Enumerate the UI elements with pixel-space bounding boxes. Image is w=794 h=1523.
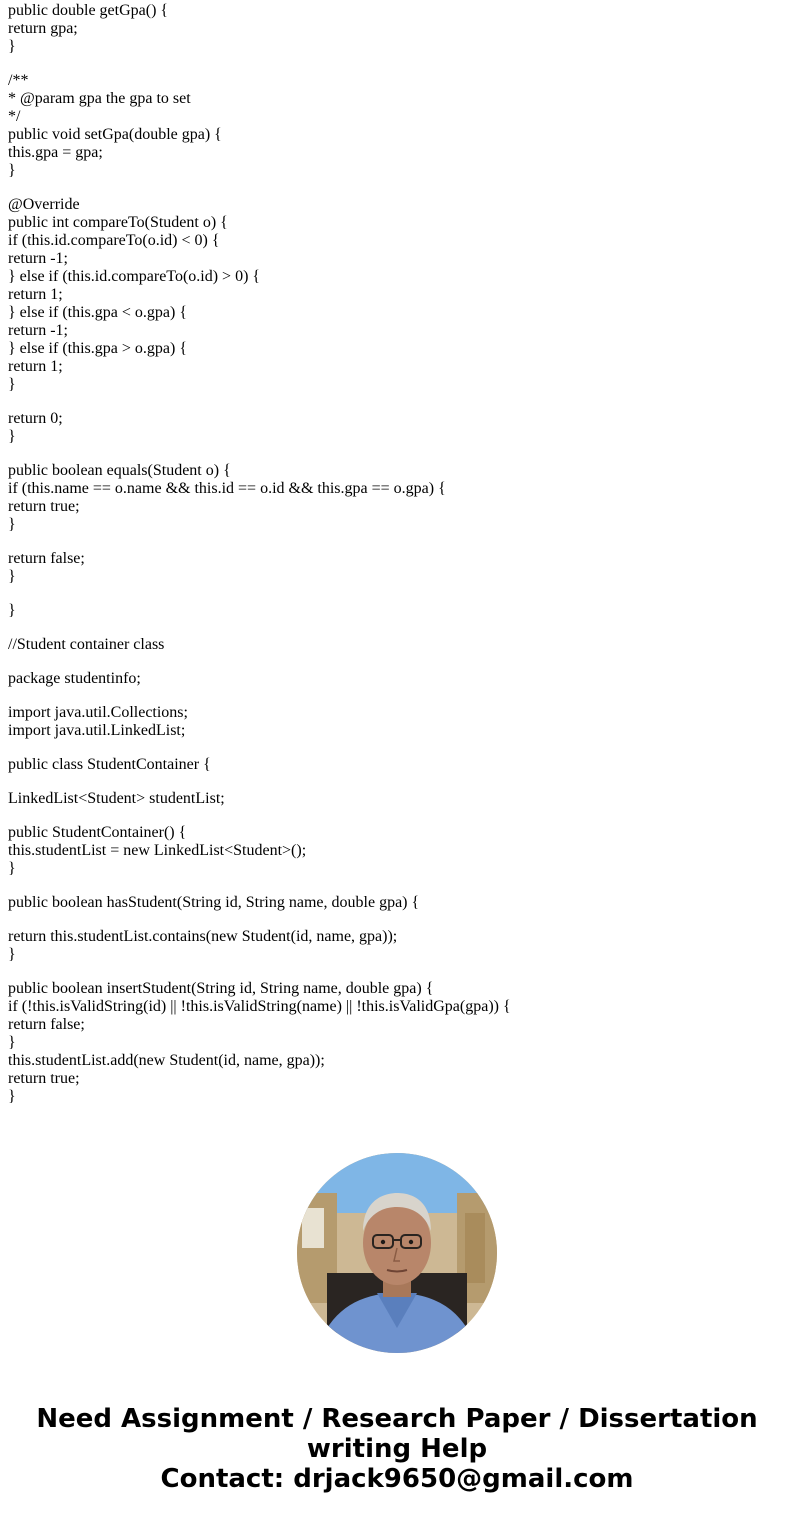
code-line (8, 446, 511, 462)
code-line: public int compareTo(Student o) { (8, 214, 228, 231)
code-line: return -1; (8, 322, 68, 339)
code-line: /** (8, 72, 29, 89)
code-line: return true; (8, 498, 80, 515)
code-line: } (8, 38, 16, 55)
code-line: } (8, 376, 16, 393)
code-line: return gpa; (8, 20, 78, 37)
code-line: package studentinfo; (8, 670, 141, 687)
code-line: public void setGpa(double gpa) { (8, 126, 222, 143)
code-line: */ (8, 108, 21, 125)
code-line: } (8, 568, 16, 585)
code-line (8, 774, 511, 790)
code-line (8, 964, 511, 980)
code-line (8, 534, 511, 550)
code-line: } (8, 428, 16, 445)
code-line: return true; (8, 1070, 80, 1087)
code-line: LinkedList<Student> studentList; (8, 790, 225, 807)
code-line: public boolean insertStudent(String id, String name, double gpa) { (8, 980, 434, 997)
code-line: this.gpa = gpa; (8, 144, 103, 161)
code-line: //Student container class (8, 636, 165, 653)
code-line (8, 912, 511, 928)
code-line: public class StudentContainer { (8, 756, 211, 773)
code-line: } (8, 602, 16, 619)
code-line: this.studentList.add(new Student(id, name, gpa)); (8, 1052, 325, 1069)
code-line: return 1; (8, 286, 63, 303)
code-line: } (8, 1088, 16, 1105)
code-line (8, 654, 511, 670)
code-line: @Override (8, 196, 80, 213)
code-line: public boolean hasStudent(String id, String name, double gpa) { (8, 894, 420, 911)
code-line: return this.studentList.contains(new Student(id, name, gpa)); (8, 928, 398, 945)
code-line: public StudentContainer() { (8, 824, 187, 841)
code-line: if (this.name == o.name && this.id == o.id && this.gpa == o.gpa) { (8, 480, 446, 497)
code-line (8, 688, 511, 704)
code-line: } else if (this.id.compareTo(o.id) > 0) { (8, 268, 261, 285)
promo-line-1: Need Assignment / Research Paper / Dissertation (36, 1404, 758, 1434)
promo-line-2: writing Help (306, 1434, 488, 1464)
code-line: } else if (this.gpa > o.gpa) { (8, 340, 188, 357)
code-line (8, 180, 511, 196)
code-line (8, 808, 511, 824)
code-line: return -1; (8, 250, 68, 267)
author-avatar (297, 1153, 497, 1353)
code-line (8, 620, 511, 636)
code-line: return false; (8, 1016, 85, 1033)
code-line (8, 56, 511, 72)
code-line: * @param gpa the gpa to set (8, 90, 191, 107)
promo-banner (0, 1404, 794, 1494)
code-line: import java.util.LinkedList; (8, 722, 186, 739)
code-line: } (8, 516, 16, 533)
code-line (8, 740, 511, 756)
code-line: if (this.id.compareTo(o.id) < 0) { (8, 232, 220, 249)
code-line: return 1; (8, 358, 63, 375)
code-line: if (!this.isValidString(id) || !this.isValidString(name) || !this.isValidGpa(gpa)) { (8, 998, 511, 1015)
promo-contact: Contact: drjack9650@gmail.com (160, 1464, 634, 1494)
code-line: } (8, 162, 16, 179)
code-line: import java.util.Collections; (8, 704, 188, 721)
code-listing (8, 2, 511, 1106)
portrait-image (297, 1153, 497, 1353)
code-line: } (8, 1034, 16, 1051)
code-line: public double getGpa() { (8, 2, 169, 19)
code-line (8, 394, 511, 410)
code-line: public boolean equals(Student o) { (8, 462, 231, 479)
code-line (8, 878, 511, 894)
code-line: } else if (this.gpa < o.gpa) { (8, 304, 188, 321)
code-line: return false; (8, 550, 85, 567)
code-line (8, 586, 511, 602)
code-line: return 0; (8, 410, 63, 427)
code-line: } (8, 946, 16, 963)
code-line: } (8, 860, 16, 877)
code-line: this.studentList = new LinkedList<Student>(); (8, 842, 307, 859)
